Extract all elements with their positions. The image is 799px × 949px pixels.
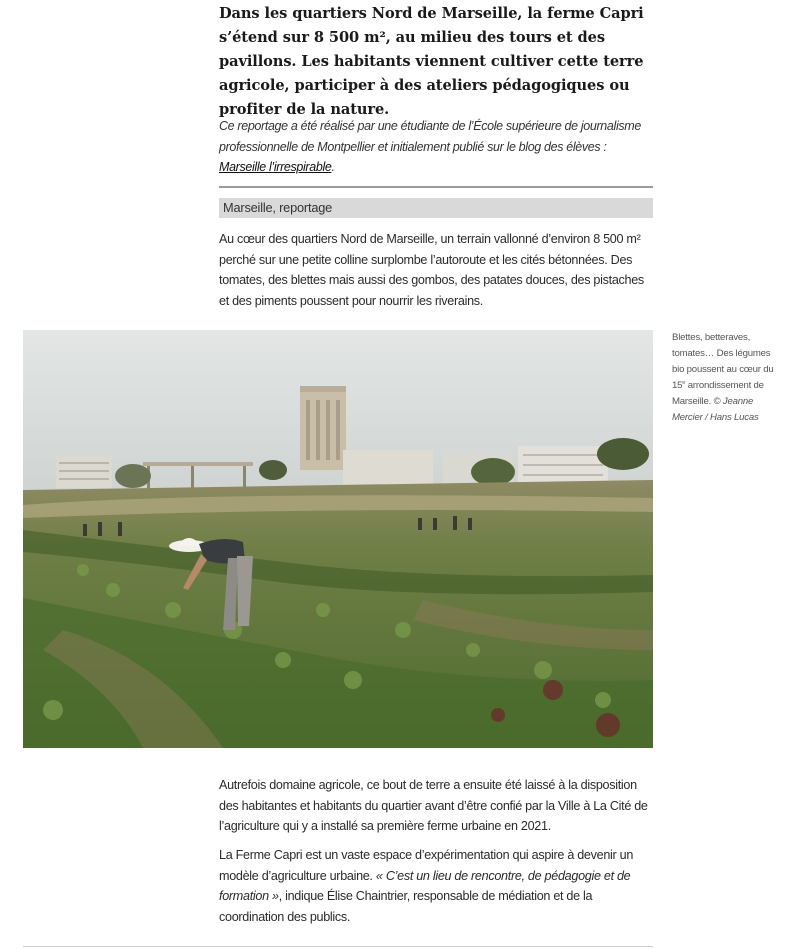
article-photo: [23, 330, 653, 748]
caption-ordinal: e: [682, 379, 686, 386]
caption-text-end: arrondissement de Marseille.: [672, 380, 764, 407]
paragraph-3-end: , indique Élise Chaintrier, responsable de médiation et de la coordination des publics.: [219, 889, 593, 924]
blog-link[interactable]: Marseille l’irrespirable: [219, 160, 332, 174]
section-divider: [219, 186, 653, 188]
quote: « C’est un lieu de rencontre, de pédagogie et de formation »: [219, 868, 631, 903]
paragraph-3-text: La Ferme Capri est un vaste espace d’expérimentation qui aspire à devenir un modèle d’agriculture urbaine.: [219, 848, 634, 883]
publication-note-text: Ce reportage a été réalisé par une étudiante de l’École supérieure de journalisme professionnelle de Montpellier et initialement publié sur le blog des élèves :: [219, 119, 641, 154]
bottom-divider: [23, 946, 653, 947]
paragraph-3: [219, 845, 653, 927]
caption-text: Blettes, betteraves, tomates… Des légumes bio poussent au cœur du 15: [672, 332, 774, 391]
article-lead: Dans les quartiers Nord de Marseille, la ferme Capri s’étend sur 8 500 m², au milieu des tours et des pavillons. Les habitants viennent cultiver cette terre agricole, participer à des ateliers pédagogiques ou profiter de la nature.: [219, 5, 644, 118]
publication-note: [219, 116, 653, 178]
paragraph-2: Autrefois domaine agricole, ce bout de terre a ensuite été laissé à la disposition des habitantes et habitants du quartier avant d’être confié par la Ville à La Cité de l’agriculture qui y a installé sa première ferme urbaine en 2021.: [219, 778, 648, 833]
photo-caption: [672, 330, 784, 426]
paragraph-1: Au cœur des quartiers Nord de Marseille, un terrain vallonné d’environ 8 500 m² perché sur une petite colline surplombe l’autoroute et les cités bétonnées. Des tomates, des blettes mais aussi des gombos, des patates douces, des pistaches et des piments poussent pour nourrir les riverains.: [219, 232, 644, 308]
article-tag[interactable]: Marseille, reportage: [219, 198, 653, 218]
farm-photo-illustration: [23, 330, 653, 748]
photo-credit: © Jeanne Mercier / Hans Lucas: [672, 396, 759, 423]
publication-note-end: .: [331, 160, 335, 174]
